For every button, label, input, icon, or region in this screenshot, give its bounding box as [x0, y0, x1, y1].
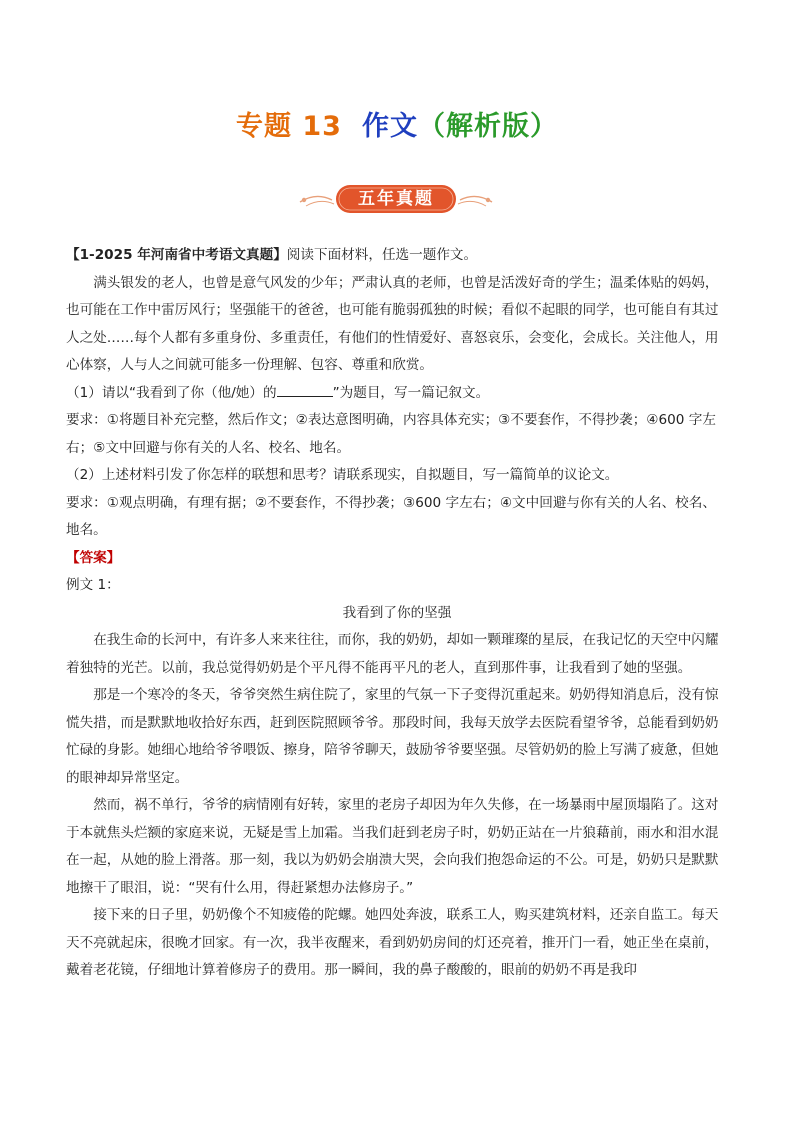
document-body — [66, 242, 728, 985]
essay-paragraph: 那是一个寒冷的冬天，爷爷突然生病住院了，家里的气氛一下子变得沉重起来。奶奶得知消息后，没有惊慌失措，而是默默地收拾好东西，赶到医院照顾爷爷。那段时间，我每天放学去医院看望爷爷，总能看到奶奶忙碌的身影。她细心地给爷爷喂饭、擦身，陪爷爷聊天，鼓励爷爷要坚强。尽管奶奶的脸上写满了疲惫，但她的眼神却异常坚定。 — [66, 687, 719, 786]
title-suffix: （解析版） — [417, 111, 558, 142]
question-heading — [66, 242, 728, 270]
banner-label: 五年真题 — [358, 189, 434, 209]
page-title — [0, 104, 794, 143]
requirement-2: 要求：①观点明确，有理有据；②不要套作，不得抄袭；③600 字左右；④文中回避与你有关的人名、校名、地名。 — [66, 494, 716, 538]
answer-label: 【答案】 — [66, 549, 121, 566]
task-1-before: （1）请以“我看到了你（他/她）的 — [66, 384, 277, 401]
task-1-after: ”为题目，写一篇记叙文。 — [332, 384, 490, 401]
title-blank — [277, 382, 333, 397]
task-1 — [66, 380, 728, 408]
section-banner — [296, 178, 496, 220]
title-name: 作文 — [361, 111, 418, 142]
essay-paragraph: 接下来的日子里，奶奶像个不知疲倦的陀螺。她四处奔波，联系工人，购买建筑材料，还亲自监工。每天天不亮就起床，很晚才回家。有一次，我半夜醒来，看到奶奶房间的灯还亮着，推开门一看，她正坐在桌前，戴着老花镜，仔细地计算着修房子的费用。那一瞬间，我的鼻子酸酸的，眼前的奶奶不再是我印 — [66, 907, 719, 978]
question-source: 【1-2025 年河南省中考语文真题】 — [66, 247, 287, 263]
essay-paragraph: 在我生命的长河中，有许多人来来往往，而你，我的奶奶，却如一颗璀璨的星辰，在我记忆的天空中闪耀着独特的光芒。以前，我总觉得奶奶是个平凡得不能再平凡的老人，直到那件事，让我看到了她的坚强。 — [66, 632, 719, 676]
title-topic: 专题 13 — [236, 111, 342, 142]
example-label: 例文 1： — [66, 577, 120, 593]
question-lead: 阅读下面材料，任选一题作文。 — [286, 247, 478, 263]
essay-title: 我看到了你的坚强 — [342, 604, 452, 621]
question-material: 满头银发的老人，也曾是意气风发的少年；严肃认真的老师，也曾是活泼好奇的学生；温柔体贴的妈妈，也可能在工作中雷厉风行；坚强能干的爸爸，也可能有脆弱孤独的时候；看似不起眼的同学，也可能自有其过人之处……每个人都有多重身份、多重责任，有他们的性情爱好、喜怒哀乐，会变化，会成长。关注他人，用心体察，人与人之间就可能多一份理解、包容、尊重和欣赏。 — [66, 274, 719, 373]
essay-paragraph: 然而，祸不单行，爷爷的病情刚有好转，家里的老房子却因为年久失修，在一场暴雨中屋顶塌陷了。这对于本就焦头烂额的家庭来说，无疑是雪上加霜。当我们赶到老房子时，奶奶正站在一片狼藉前，雨水和泪水混在一起，从她的脸上滑落。那一刻，我以为奶奶会崩溃大哭，会向我们抱怨命运的不公。可是，奶奶只是默默地擦干了眼泪，说：“哭有什么用，得赶紧想办法修房子。” — [66, 797, 719, 896]
task-2: （2）上述材料引发了你怎样的联想和思考？请联系现实，自拟题目，写一篇简单的议论文。 — [66, 467, 619, 483]
requirement-1: 要求：①将题目补充完整，然后作文；②表达意图明确，内容具体充实；③不要套作，不得抄袭；④600 字左右；⑤文中回避与你有关的人名、校名、地名。 — [66, 412, 716, 456]
